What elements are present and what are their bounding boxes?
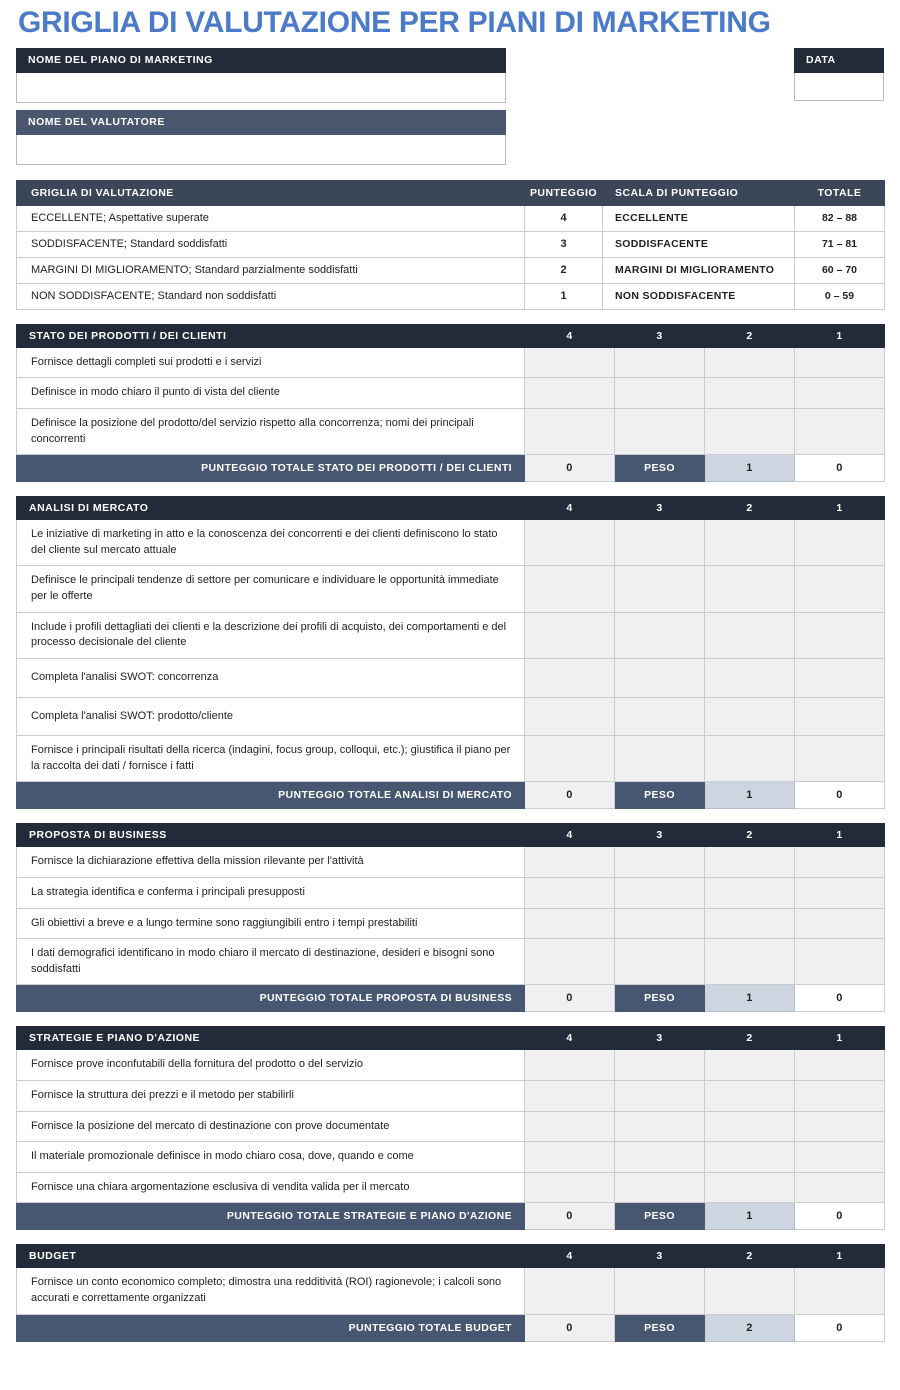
section-total-row — [17, 1203, 885, 1230]
criterion-row — [17, 697, 885, 736]
section-score-column-header: 3 — [615, 497, 705, 520]
criterion-checkbox-3[interactable] — [615, 939, 705, 985]
criterion-checkbox-2[interactable] — [705, 908, 795, 939]
section-score-column-header: 4 — [525, 1027, 615, 1050]
criterion-text: Fornisce la dichiarazione effettiva della mission rilevante per l'attività — [17, 847, 525, 878]
criterion-text: Definisce le principali tendenze di settore per comunicare e individuare le opportunità immediate per le offerte — [17, 566, 525, 612]
criterion-text: Il materiale promozionale definisce in modo chiaro cosa, dove, quando e come — [17, 1142, 525, 1173]
criterion-checkbox-3[interactable] — [615, 520, 705, 566]
table-row — [17, 257, 885, 283]
section-final-score: 0 — [795, 1314, 885, 1341]
criterion-checkbox-1[interactable] — [795, 612, 885, 658]
rubric-total-range: 71 – 81 — [795, 231, 885, 257]
criterion-checkbox-4[interactable] — [525, 1142, 615, 1173]
section-title: BUDGET — [17, 1245, 525, 1268]
section-weight-label: PESO — [615, 455, 705, 482]
section-score-column-header: 3 — [615, 824, 705, 847]
section-final-score: 0 — [795, 782, 885, 809]
criterion-checkbox-3[interactable] — [615, 847, 705, 878]
criterion-checkbox-4[interactable] — [525, 736, 615, 782]
date-block — [794, 48, 884, 101]
criterion-checkbox-3[interactable] — [615, 908, 705, 939]
criterion-checkbox-2[interactable] — [705, 347, 795, 378]
section-total-score: 0 — [525, 782, 615, 809]
page-title: GRIGLIA DI VALUTAZIONE PER PIANI DI MARKETING — [18, 6, 771, 39]
criterion-checkbox-1[interactable] — [795, 409, 885, 455]
section-weight-label: PESO — [615, 782, 705, 809]
identity-block — [16, 48, 884, 164]
plan-name-input[interactable] — [16, 73, 506, 103]
section-total-row — [17, 455, 885, 482]
identity-spacer — [16, 103, 506, 110]
criterion-text: Fornisce una chiara argomentazione esclusiva di vendita valida per il mercato — [17, 1172, 525, 1203]
section-total-score: 0 — [525, 455, 615, 482]
criterion-text: Fornisce la posizione del mercato di destinazione con prove documentate — [17, 1111, 525, 1142]
criterion-checkbox-2[interactable] — [705, 1050, 795, 1081]
criterion-text: I dati demografici identificano in modo chiaro il mercato di destinazione, desideri e bisogni sono soddisfatti — [17, 939, 525, 985]
rubric-total-range: 60 – 70 — [795, 257, 885, 283]
section-score-column-header: 3 — [615, 1027, 705, 1050]
criterion-row — [17, 658, 885, 697]
criterion-row — [17, 520, 885, 566]
criterion-checkbox-3[interactable] — [615, 347, 705, 378]
rubric-table — [16, 180, 885, 310]
section-score-column-header: 1 — [795, 1027, 885, 1050]
criterion-text: Fornisce un conto economico completo; dimostra una redditività (ROI) ragionevole; i calcoli sono accurati e correttamente organizzati — [17, 1268, 525, 1314]
section-score-column-header: 2 — [705, 497, 795, 520]
criterion-checkbox-3[interactable] — [615, 697, 705, 736]
criterion-text: Fornisce i principali risultati della ricerca (indagini, focus group, colloqui, etc.); giustifica il piano per la raccolta dei dati / fornisce i fatti — [17, 736, 525, 782]
evaluator-name-label: NOME DEL VALUTATORE — [16, 110, 506, 135]
criterion-checkbox-2[interactable] — [705, 658, 795, 697]
rubric-description: SODDISFACENTE; Standard soddisfatti — [17, 231, 525, 257]
section-weight-label: PESO — [615, 1203, 705, 1230]
criterion-row — [17, 939, 885, 985]
criterion-checkbox-1[interactable] — [795, 1050, 885, 1081]
date-label: DATA — [794, 48, 884, 73]
rubric-scale-label: ECCELLENTE — [603, 205, 795, 231]
criterion-row — [17, 1172, 885, 1203]
section-header-row — [17, 1245, 885, 1268]
criterion-checkbox-3[interactable] — [615, 409, 705, 455]
table-row — [17, 205, 885, 231]
rubric-header-grid: GRIGLIA DI VALUTAZIONE — [17, 180, 525, 205]
criterion-row — [17, 877, 885, 908]
section-header-row — [17, 824, 885, 847]
criterion-checkbox-2[interactable] — [705, 847, 795, 878]
criterion-checkbox-1[interactable] — [795, 520, 885, 566]
criterion-checkbox-4[interactable] — [525, 877, 615, 908]
criterion-checkbox-4[interactable] — [525, 1080, 615, 1111]
criterion-checkbox-1[interactable] — [795, 347, 885, 378]
section-score-column-header: 4 — [525, 324, 615, 347]
section-total-score: 0 — [525, 985, 615, 1012]
criterion-checkbox-2[interactable] — [705, 1080, 795, 1111]
criterion-checkbox-3[interactable] — [615, 1080, 705, 1111]
criterion-checkbox-4[interactable] — [525, 520, 615, 566]
criterion-checkbox-1[interactable] — [795, 847, 885, 878]
criterion-text: Fornisce dettagli completi sui prodotti e i servizi — [17, 347, 525, 378]
section-weight-value[interactable]: 1 — [705, 1203, 795, 1230]
criterion-checkbox-2[interactable] — [705, 1268, 795, 1314]
criterion-checkbox-1[interactable] — [795, 697, 885, 736]
section-score-column-header: 2 — [705, 824, 795, 847]
criterion-checkbox-1[interactable] — [795, 736, 885, 782]
criterion-row — [17, 1268, 885, 1314]
criterion-checkbox-1[interactable] — [795, 1142, 885, 1173]
evaluation-section — [16, 324, 885, 482]
plan-name-label: NOME DEL PIANO DI MARKETING — [16, 48, 506, 73]
criterion-checkbox-4[interactable] — [525, 697, 615, 736]
criterion-checkbox-1[interactable] — [795, 939, 885, 985]
criterion-checkbox-2[interactable] — [705, 612, 795, 658]
section-score-column-header: 1 — [795, 497, 885, 520]
criterion-checkbox-4[interactable] — [525, 908, 615, 939]
criterion-checkbox-4[interactable] — [525, 1111, 615, 1142]
rubric-header-row — [17, 180, 885, 205]
criterion-checkbox-2[interactable] — [705, 409, 795, 455]
criterion-checkbox-2[interactable] — [705, 1172, 795, 1203]
section-total-label: PUNTEGGIO TOTALE ANALISI DI MERCATO — [17, 782, 525, 809]
criterion-row — [17, 566, 885, 612]
section-title: STATO DEI PRODOTTI / DEI CLIENTI — [17, 324, 525, 347]
criterion-checkbox-2[interactable] — [705, 939, 795, 985]
criterion-checkbox-2[interactable] — [705, 378, 795, 409]
rubric-scale-label: MARGINI DI MIGLIORAMENTO — [603, 257, 795, 283]
criterion-text: Completa l'analisi SWOT: prodotto/cliente — [17, 697, 525, 736]
criterion-checkbox-1[interactable] — [795, 658, 885, 697]
section-score-column-header: 2 — [705, 1027, 795, 1050]
criterion-text: Definisce la posizione del prodotto/del servizio rispetto alla concorrenza; nomi dei principali concorrenti — [17, 409, 525, 455]
criterion-row — [17, 409, 885, 455]
section-total-label: PUNTEGGIO TOTALE STRATEGIE E PIANO D'AZIONE — [17, 1203, 525, 1230]
criterion-checkbox-1[interactable] — [795, 1268, 885, 1314]
criterion-checkbox-1[interactable] — [795, 1111, 885, 1142]
criterion-checkbox-4[interactable] — [525, 1172, 615, 1203]
criterion-checkbox-3[interactable] — [615, 1050, 705, 1081]
criterion-checkbox-1[interactable] — [795, 908, 885, 939]
section-score-column-header: 4 — [525, 497, 615, 520]
section-weight-value[interactable]: 2 — [705, 1314, 795, 1341]
criterion-text: Include i profili dettagliati dei clienti e la descrizione dei profili di acquisto, dei comportamenti e del processo decisionale del cliente — [17, 612, 525, 658]
rubric-total-range: 82 – 88 — [795, 205, 885, 231]
criterion-checkbox-3[interactable] — [615, 736, 705, 782]
section-weight-value[interactable]: 1 — [705, 782, 795, 809]
criterion-checkbox-3[interactable] — [615, 877, 705, 908]
criterion-checkbox-4[interactable] — [525, 939, 615, 985]
section-total-score: 0 — [525, 1203, 615, 1230]
section-total-row — [17, 1314, 885, 1341]
criterion-checkbox-2[interactable] — [705, 1111, 795, 1142]
rubric-total-range: 0 – 59 — [795, 283, 885, 309]
section-title: ANALISI DI MERCATO — [17, 497, 525, 520]
rubric-header-scale: SCALA DI PUNTEGGIO — [603, 180, 795, 205]
criterion-checkbox-4[interactable] — [525, 658, 615, 697]
criterion-checkbox-4[interactable] — [525, 378, 615, 409]
section-total-row — [17, 985, 885, 1012]
criterion-checkbox-3[interactable] — [615, 1172, 705, 1203]
rubric-description: NON SODDISFACENTE; Standard non soddisfatti — [17, 283, 525, 309]
criterion-checkbox-2[interactable] — [705, 566, 795, 612]
criterion-checkbox-4[interactable] — [525, 347, 615, 378]
criterion-row — [17, 612, 885, 658]
criterion-checkbox-2[interactable] — [705, 877, 795, 908]
rubric-scale-label: SODDISFACENTE — [603, 231, 795, 257]
section-total-label: PUNTEGGIO TOTALE STATO DEI PRODOTTI / DEI CLIENTI — [17, 455, 525, 482]
rubric-description: ECCELLENTE; Aspettative superate — [17, 205, 525, 231]
criterion-checkbox-3[interactable] — [615, 378, 705, 409]
criterion-row — [17, 847, 885, 878]
criterion-checkbox-3[interactable] — [615, 566, 705, 612]
section-score-column-header: 2 — [705, 324, 795, 347]
criterion-checkbox-2[interactable] — [705, 736, 795, 782]
rubric-body — [17, 205, 885, 309]
evaluation-section — [16, 496, 885, 809]
criterion-checkbox-2[interactable] — [705, 1142, 795, 1173]
criterion-checkbox-4[interactable] — [525, 847, 615, 878]
criterion-checkbox-4[interactable] — [525, 612, 615, 658]
section-score-column-header: 4 — [525, 824, 615, 847]
criterion-row — [17, 736, 885, 782]
criterion-checkbox-1[interactable] — [795, 1172, 885, 1203]
section-title: PROPOSTA DI BUSINESS — [17, 824, 525, 847]
criterion-checkbox-3[interactable] — [615, 1268, 705, 1314]
criterion-text: La strategia identifica e conferma i principali presupposti — [17, 877, 525, 908]
rubric-score: 4 — [525, 205, 603, 231]
section-score-column-header: 1 — [795, 1245, 885, 1268]
criterion-checkbox-4[interactable] — [525, 566, 615, 612]
criterion-checkbox-1[interactable] — [795, 378, 885, 409]
criterion-checkbox-4[interactable] — [525, 1050, 615, 1081]
section-weight-label: PESO — [615, 1314, 705, 1341]
section-total-label: PUNTEGGIO TOTALE BUDGET — [17, 1314, 525, 1341]
section-total-row — [17, 782, 885, 809]
section-score-column-header: 3 — [615, 324, 705, 347]
section-score-column-header: 2 — [705, 1245, 795, 1268]
sections-host — [16, 324, 884, 1342]
rubric-score: 1 — [525, 283, 603, 309]
evaluation-section — [16, 1244, 885, 1341]
criterion-checkbox-3[interactable] — [615, 612, 705, 658]
section-score-column-header: 1 — [795, 824, 885, 847]
section-header-row — [17, 324, 885, 347]
criterion-row — [17, 908, 885, 939]
section-final-score: 0 — [795, 1203, 885, 1230]
section-final-score: 0 — [795, 455, 885, 482]
rubric-score: 2 — [525, 257, 603, 283]
criterion-text: Fornisce prove inconfutabili della fornitura del prodotto o del servizio — [17, 1050, 525, 1081]
section-title: STRATEGIE E PIANO D'AZIONE — [17, 1027, 525, 1050]
criterion-checkbox-1[interactable] — [795, 877, 885, 908]
evaluator-name-input[interactable] — [16, 135, 506, 165]
criterion-checkbox-3[interactable] — [615, 1111, 705, 1142]
rubric-description: MARGINI DI MIGLIORAMENTO; Standard parzialmente soddisfatti — [17, 257, 525, 283]
criterion-text: Gli obiettivi a breve e a lungo termine sono raggiungibili entro i tempi prestabiliti — [17, 908, 525, 939]
criterion-row — [17, 1142, 885, 1173]
evaluation-section — [16, 823, 885, 1012]
date-input[interactable] — [794, 73, 884, 101]
criterion-checkbox-1[interactable] — [795, 566, 885, 612]
section-header-row — [17, 497, 885, 520]
identity-left-column — [16, 48, 506, 165]
section-final-score: 0 — [795, 985, 885, 1012]
criterion-text: Definisce in modo chiaro il punto di vista del cliente — [17, 378, 525, 409]
criterion-checkbox-3[interactable] — [615, 1142, 705, 1173]
criterion-checkbox-2[interactable] — [705, 697, 795, 736]
section-score-column-header: 3 — [615, 1245, 705, 1268]
criterion-checkbox-4[interactable] — [525, 1268, 615, 1314]
criterion-text: Fornisce la struttura dei prezzi e il metodo per stabilirli — [17, 1080, 525, 1111]
section-score-column-header: 4 — [525, 1245, 615, 1268]
rubric-score: 3 — [525, 231, 603, 257]
criterion-row — [17, 347, 885, 378]
section-weight-value[interactable]: 1 — [705, 455, 795, 482]
rubric-header-total: TOTALE — [795, 180, 885, 205]
criterion-row — [17, 1111, 885, 1142]
criterion-row — [17, 1080, 885, 1111]
section-weight-label: PESO — [615, 985, 705, 1012]
criterion-row — [17, 1050, 885, 1081]
criterion-text: Completa l'analisi SWOT: concorrenza — [17, 658, 525, 697]
rubric-header-score: PUNTEGGIO — [525, 180, 603, 205]
criterion-text: Le iniziative di marketing in atto e la conoscenza dei concorrenti e dei clienti definiscono lo stato del cliente sul mercato attuale — [17, 520, 525, 566]
rubric-scale-label: NON SODDISFACENTE — [603, 283, 795, 309]
criterion-checkbox-2[interactable] — [705, 520, 795, 566]
table-row — [17, 283, 885, 309]
section-score-column-header: 1 — [795, 324, 885, 347]
criterion-checkbox-4[interactable] — [525, 409, 615, 455]
section-total-label: PUNTEGGIO TOTALE PROPOSTA DI BUSINESS — [17, 985, 525, 1012]
criterion-checkbox-3[interactable] — [615, 658, 705, 697]
table-row — [17, 231, 885, 257]
section-header-row — [17, 1027, 885, 1050]
section-weight-value[interactable]: 1 — [705, 985, 795, 1012]
criterion-row — [17, 378, 885, 409]
evaluation-section — [16, 1026, 885, 1230]
section-total-score: 0 — [525, 1314, 615, 1341]
criterion-checkbox-1[interactable] — [795, 1080, 885, 1111]
